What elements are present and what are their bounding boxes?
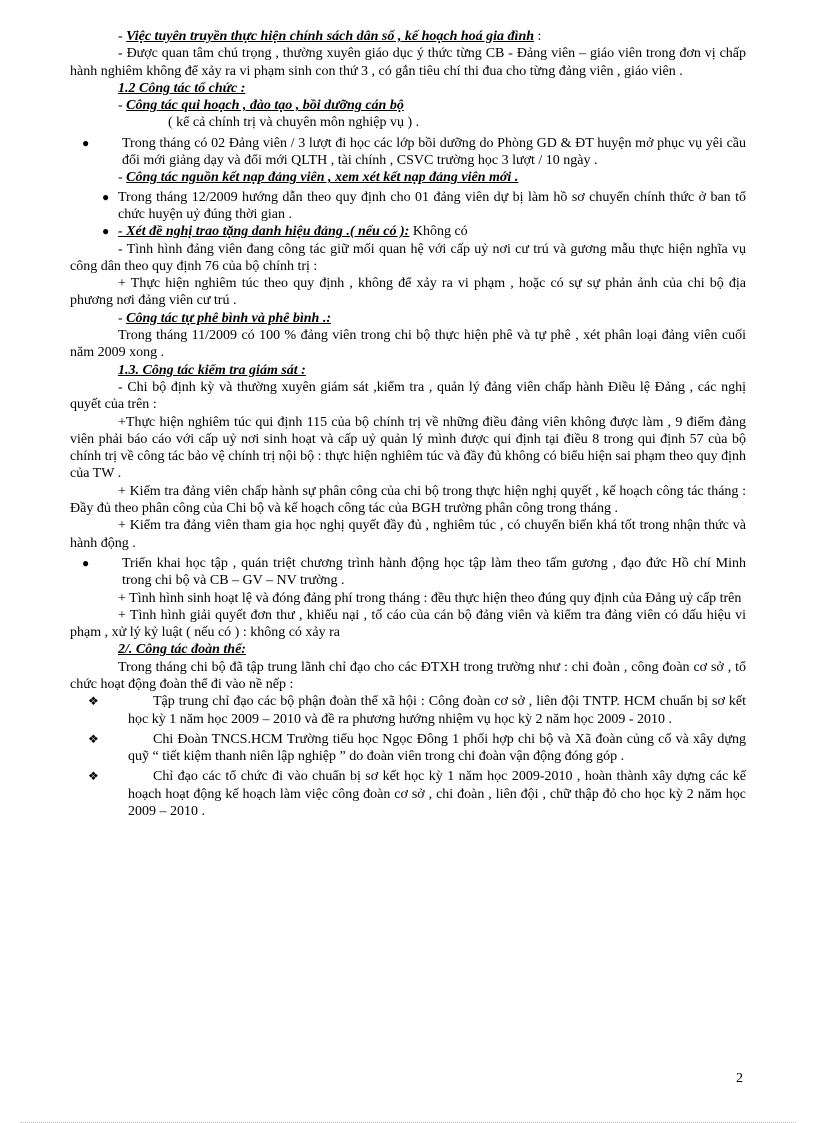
paragraph: Trong tháng chi bộ đã tập trung lãnh chỉ đạo cho các ĐTXH trong trường như : chi đoàn , công đoàn cơ sở , tổ chức hoạt động đoàn thể đi vào nề nếp :	[70, 659, 746, 692]
paragraph: + Kiểm tra đảng viên tham gia học nghị quyết đầy đủ , nghiêm túc , có chuyển biến khá tốt trong nhận thức và hành động .	[70, 518, 746, 551]
bullet-item	[88, 731, 746, 766]
bullet-dot-icon: ●	[82, 135, 90, 150]
paragraph: - Chi bộ định kỳ và thường xuyên giám sát ,kiểm tra , quản lý đảng viên chấp hành Điều lệ Đảng , các nghị quyết của trên :	[70, 379, 746, 413]
subsection-heading	[70, 362, 746, 379]
section-line	[70, 169, 746, 186]
page-number: 2	[736, 1071, 743, 1086]
paragraph: + Thực hiện nghiêm túc theo quy định , không để xảy ra vi phạm , hoặc có sự sự phản ảnh của chi bộ địa phương nơi đảng viên cư trú .	[70, 276, 746, 309]
dash: -	[118, 170, 127, 186]
section-line	[70, 28, 746, 45]
heading-tail: :	[534, 29, 542, 44]
section-line	[70, 97, 746, 114]
heading-text: 2/. Công tác đoàn thể:	[118, 642, 246, 658]
section-line	[70, 310, 746, 327]
page-content	[70, 28, 746, 820]
bullet-item	[88, 693, 746, 728]
section-heading: Công tác qui hoạch , đào tạo , bồi dưỡng cán bộ	[126, 98, 404, 114]
heading-text: 1.2 Công tác tổ chức :	[118, 80, 246, 96]
bullet-item	[88, 768, 746, 820]
diamond-bullet-icon: ❖	[88, 694, 99, 709]
paragraph: + Kiểm tra đảng viên chấp hành sự phân công của chi bộ trong thực hiện nghị quyết , kế hoạch công tác tháng : Đầy đủ theo phân công của Chi bộ và kế hoạch công tác của BGH trường phân công trong tháng .	[70, 483, 746, 517]
paragraph: + Tình hình giải quyết đơn thư , khiếu nại , tố cáo của cán bộ đảng viên và kiểm tra đảng viên có dấu hiệu vi phạm , xử lý kỷ luật ( nếu có ) : không có xảy ra	[70, 607, 746, 641]
paragraph: +Thực hiện nghiêm túc qui định 115 của bộ chính trị về những điều đảng viên không được làm , 9 điểm đảng viên phải báo cáo với cấp uỷ nơi sinh hoạt và cấp uỷ quản lý mình được qui định tại điều 8 trong qui định 57 của bộ chính trị về công tác bảo vệ chính trị nội bộ : thực hiện nghiêm túc và đầy đủ không có biểu hiện sai phạm theo quy định của TW .	[70, 414, 746, 482]
dash: -	[118, 310, 127, 326]
bullet-text: Chỉ đạo các tổ chức đi vào chuẩn bị sơ kết học kỳ 1 năm học 2009-2010 , hoàn thành xây dựng các kế hoạch hoạt động kế hoạch làm việc công đoàn cơ sở , chi đoàn , liên đội , chữ thập đỏ cho học kỳ 2 năm học 2009 – 2010 .	[128, 769, 746, 820]
bullet-item	[82, 555, 746, 590]
bullet-text: Tập trung chỉ đạo các bộ phận đoàn thể xã hội : Công đoàn cơ sở , liên đội TNTP. HCM chuẩn bị sơ kết học kỳ 1 năm học 2009 – 2010 và đề ra phương hướng nhiệm vụ học kỳ 2 năm học 2009 - 2010 .	[128, 694, 746, 727]
subsection-heading	[70, 641, 746, 658]
paragraph: ( kể cả chính trị và chuyên môn nghiệp vụ ) .	[168, 115, 420, 131]
paragraph: Trong tháng 11/2009 có 100 % đảng viên trong chi bộ thực hiện phê và tự phê , xét phân loại đảng viên cuối năm 2009 xong .	[70, 328, 746, 361]
heading-tail: Không có	[409, 224, 468, 240]
paragraph: - Được quan tâm chú trọng , thường xuyên giáo dục ý thức từng CB - Đảng viên – giáo viên trong đơn vị chấp hành nghiêm không để xảy ra vi phạm sinh con thứ 3 , có gắn tiêu chí thi đua cho từng đảng viên , giáo viên .	[70, 46, 746, 79]
section-heading: Công tác nguồn kết nạp đảng viên , xem xét kết nạp đảng viên mới .	[126, 170, 519, 186]
bullet-dot-icon: ●	[82, 555, 90, 570]
bullet-item	[102, 223, 746, 240]
paragraph: + Tình hình sinh hoạt lệ và đóng đảng phí trong tháng : đều thực hiện theo đúng quy định của Đảng uỷ cấp trên	[118, 590, 742, 606]
heading-text: 1.3. Công tác kiểm tra giám sát :	[118, 362, 306, 378]
section-heading: - Xét đề nghị trao tặng danh hiệu đảng .( nếu có ):	[118, 224, 410, 240]
dash: -	[118, 98, 127, 114]
subsection-heading	[70, 80, 746, 97]
dash: -	[118, 29, 127, 44]
bullet-text	[118, 223, 746, 240]
bullet-dot-icon: ●	[102, 189, 110, 204]
diamond-bullet-icon: ❖	[88, 731, 99, 746]
bullet-text: Triển khai học tập , quán triệt chương trình hành động học tập làm theo tấm gương , đạo đức Hồ chí Minh trong chi bộ và CB – GV – NV trường .	[122, 555, 746, 589]
bullet-item	[82, 135, 746, 170]
bullet-text: Trong tháng có 02 Đảng viên / 3 lượt đi học các lớp bồi dưỡng do Phòng GD & ĐT huyện mở phục vụ yêi cầu đổi mới giảng dạy và đổi mới QLTH , tài chính , CSVC trường học 3 lượt / 10 ngày .	[122, 135, 746, 169]
bullet-text: Trong tháng 12/2009 hướng dẫn theo quy định cho 01 đảng viên dự bị làm hồ sơ chuyển chính thức ở ban tổ chức huyện uỷ đúng thời gian .	[118, 189, 746, 222]
section-heading: Việc tuyên truyền thực hiện chính sách dân số , kế hoạch hoá gia đình	[126, 29, 535, 44]
paragraph: - Tình hình đảng viên đang công tác giữ mối quan hệ với cấp uỷ nơi cư trú và gương mẫu thực hiện nghĩa vụ công dân theo quy định 76 của bộ chính trị :	[70, 241, 746, 274]
bullet-text: Chi Đoàn TNCS.HCM Trường tiểu học Ngọc Đông 1 phối hợp chi bộ và Xã đoàn củng cố và xây dựng quỹ “ tiết kiệm thanh niên lập nghiệp ” do đoàn viên trong chi đoàn vận động đóng góp .	[128, 731, 746, 765]
diamond-bullet-icon: ❖	[88, 769, 99, 784]
bullet-dot-icon: ●	[102, 224, 110, 239]
bullet-item	[102, 189, 746, 224]
section-heading: Công tác tự phê bình và phê bình .:	[126, 310, 331, 326]
